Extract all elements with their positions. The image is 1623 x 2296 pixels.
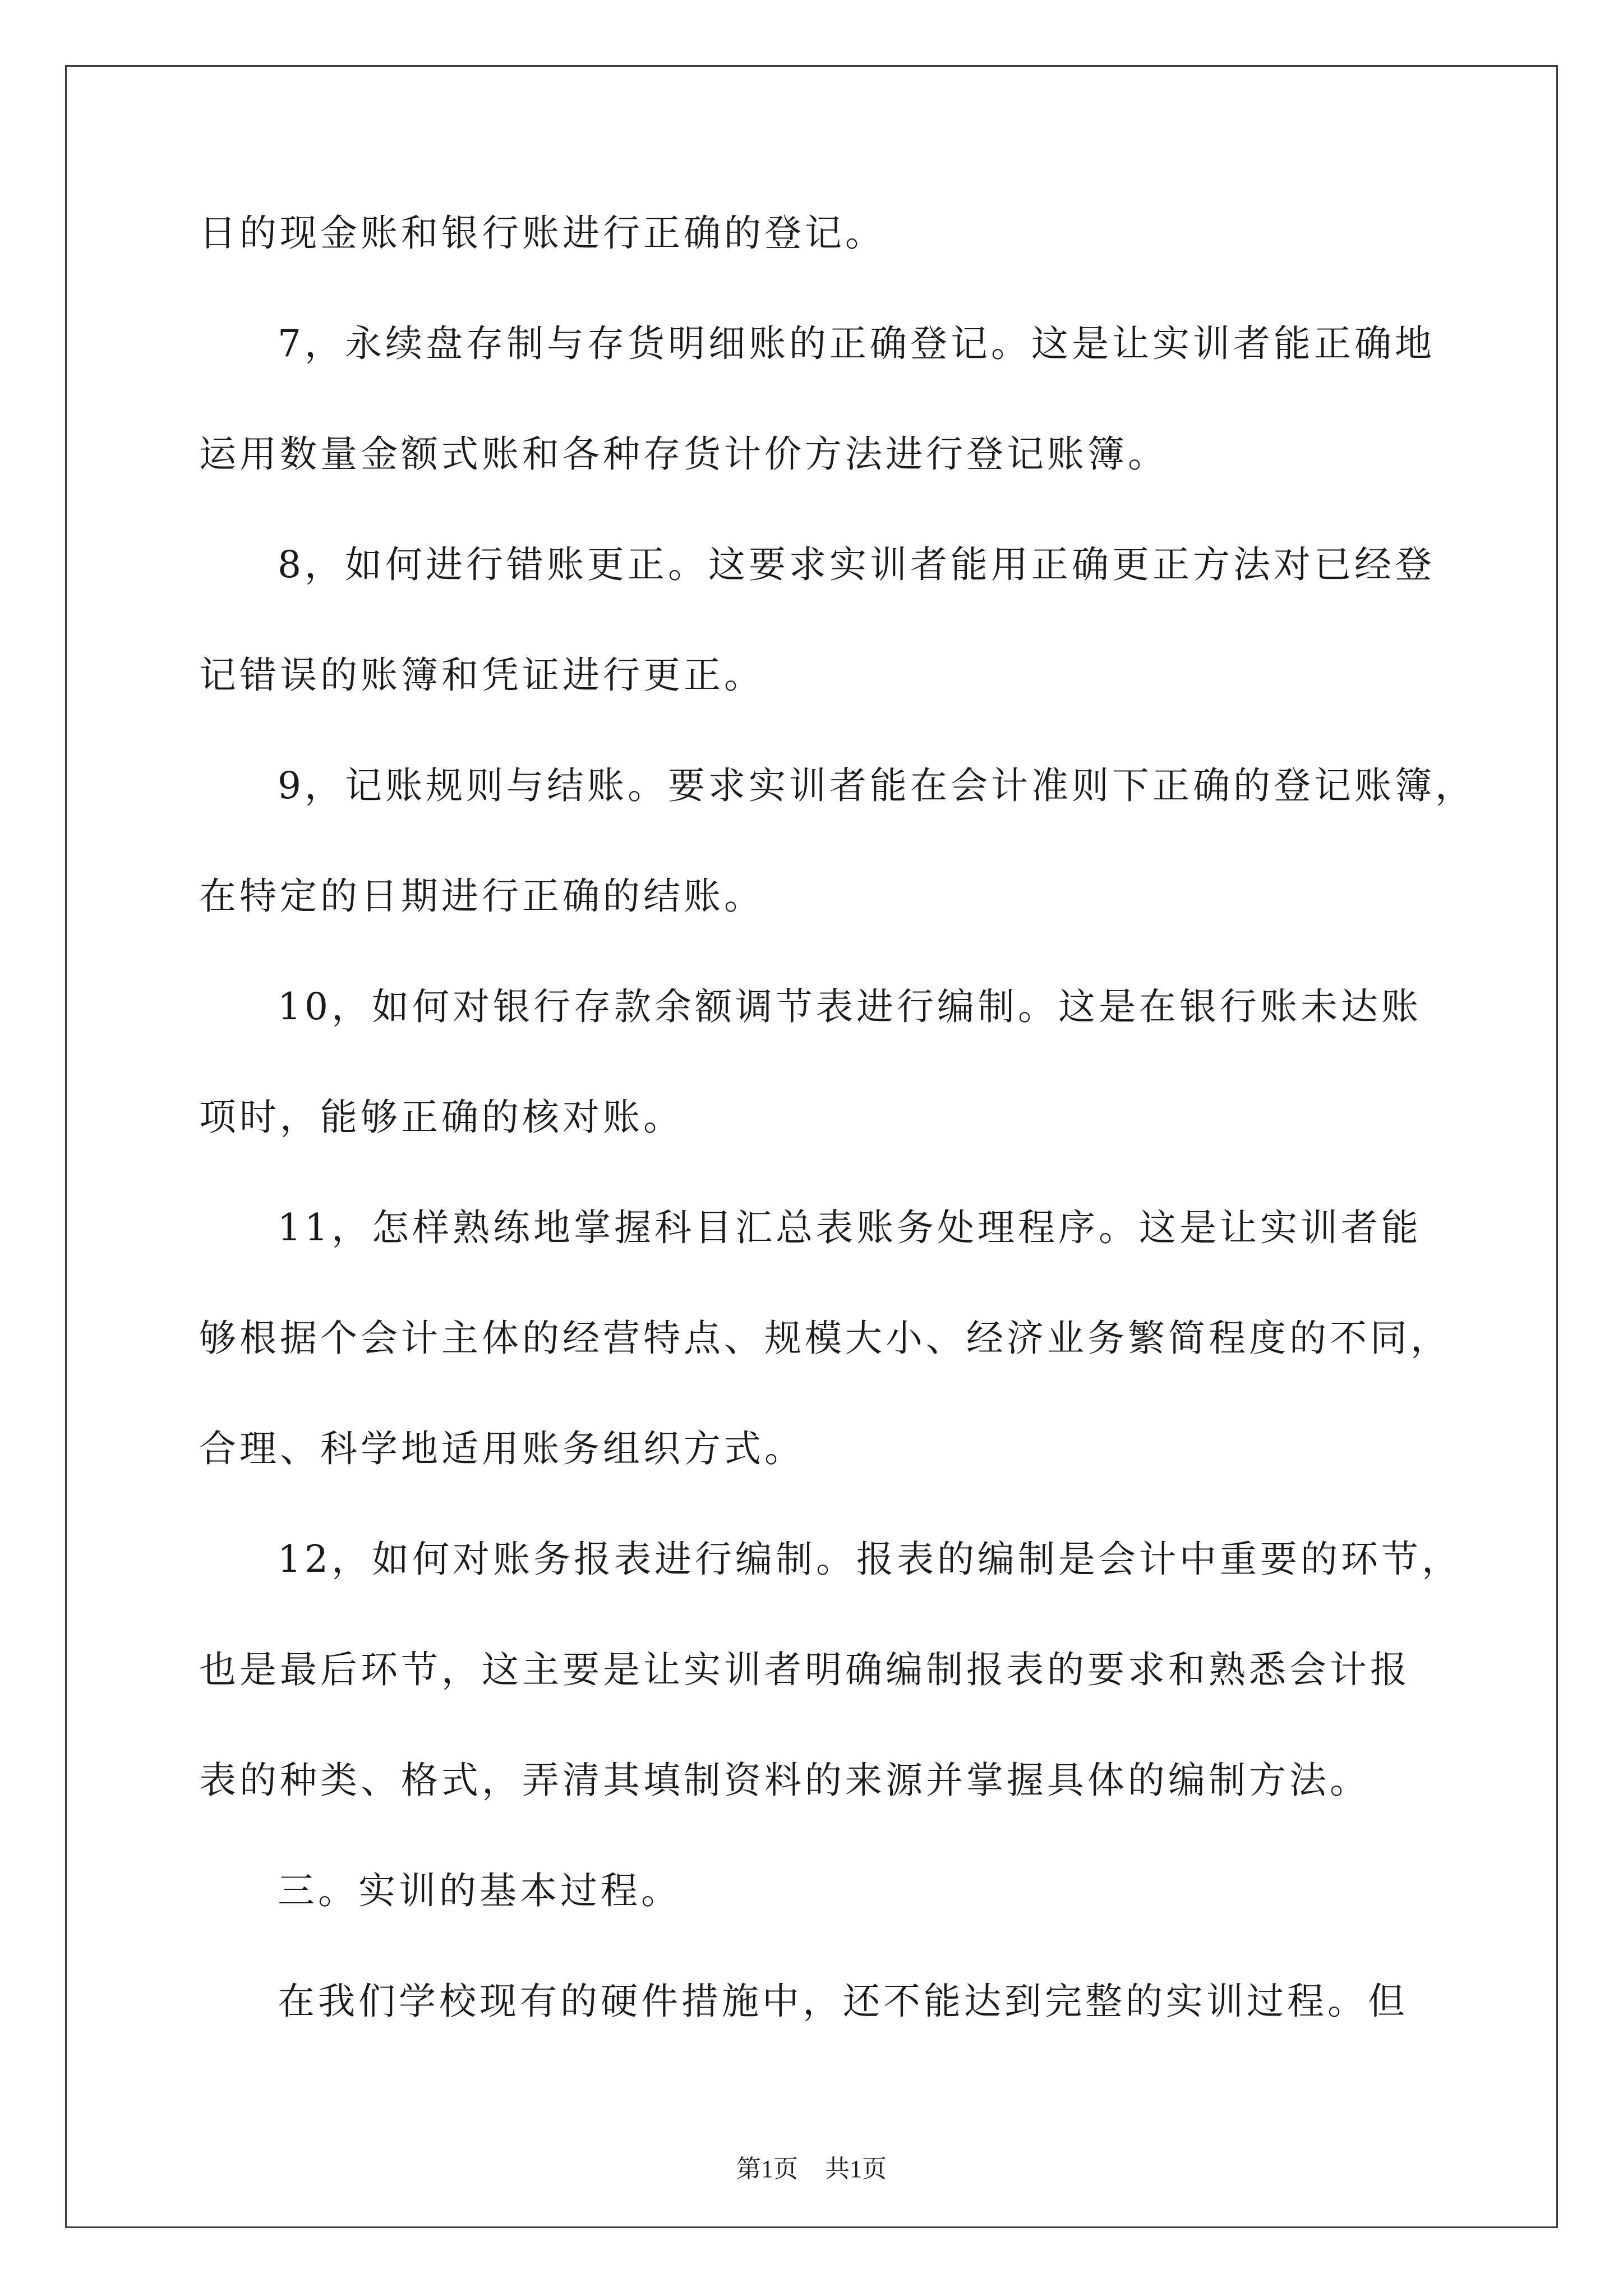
text-line: 10，如何对银行存款余额调节表进行编制。这是在银行账未达账: [278, 985, 1422, 1028]
text-line: 表的种类、格式，弄清其填制资料的来源并掌握具体的编制方法。: [199, 1759, 1370, 1802]
text-line: 合理、科学地适用账务组织方式。: [199, 1427, 805, 1470]
text-line: 项时，能够正确的核对账。: [199, 1096, 684, 1139]
text-line: 12，如何对账务报表进行编制。报表的编制是会计中重要的环节，: [278, 1538, 1462, 1581]
text-line: 也是最后环节，这主要是让实训者明确编制报表的要求和熟悉会计报: [199, 1648, 1410, 1691]
text-line: 7，永续盘存制与存货明细账的正确登记。这是让实训者能正确地: [278, 322, 1435, 365]
page-number: 第1页: [736, 2155, 798, 2183]
text-line: 8，如何进行错账更正。这要求实训者能用正确更正方法对已经登: [278, 543, 1435, 586]
text-line: 够根据个会计主体的经营特点、规模大小、经济业务繁简程度的不同，: [199, 1317, 1451, 1360]
page-footer: [0, 2157, 1623, 2182]
text-line: 在我们学校现有的硬件措施中，还不能达到完整的实训过程。但: [278, 1980, 1408, 2023]
text-line: 记错误的账簿和凭证进行更正。: [199, 654, 764, 697]
text-line: 9，记账规则与结账。要求实训者能在会计准则下正确的登记账簿，: [278, 764, 1476, 807]
text-line: 在特定的日期进行正确的结账。: [199, 875, 764, 918]
text-line: 11，怎样熟练地掌握科目汇总表账务处理程序。这是让实训者能: [278, 1206, 1422, 1249]
text-line: 运用数量金额式账和各种存货计价方法进行登记账簿。: [199, 432, 1168, 476]
text-line: 日的现金账和银行账进行正确的登记。: [199, 211, 886, 255]
section-heading: 三。实训的基本过程。: [278, 1869, 681, 1912]
page-total: 共1页: [825, 2155, 887, 2183]
